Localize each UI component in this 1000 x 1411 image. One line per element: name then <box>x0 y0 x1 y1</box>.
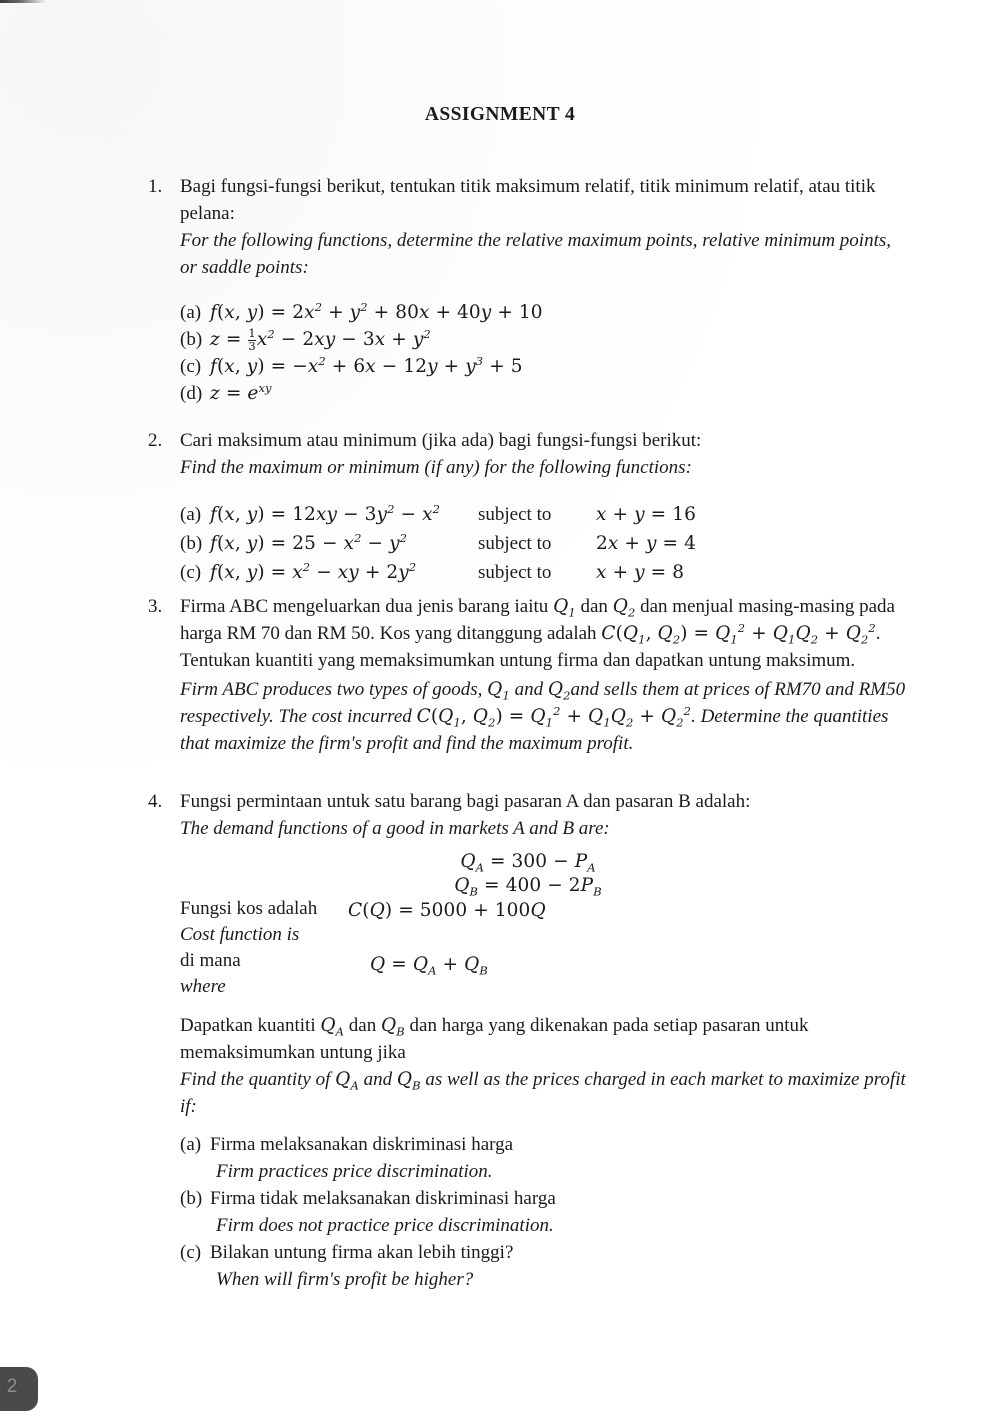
question-1-item-b <box>180 326 908 353</box>
find-ms-run-3: dan harga yang dikenakan pada setiap pasaran untuk memaksimumkan untung jika <box>180 1015 809 1063</box>
equation-1a: f(x, $y) = 2x^2 + y^2 + 80x + 40y + 10$ <box>210 299 543 323</box>
find-text-ms <box>180 1012 908 1066</box>
find-text-en <box>180 1066 908 1120</box>
question-4-item-a <box>180 1131 908 1185</box>
question-1-number: 1. <box>148 176 163 197</box>
where-label-ms: di mana <box>180 950 241 971</box>
equation-1b: z = $\frac{1}{3}$ $x^2 - 2xy - 3x + y^2$ <box>210 326 431 354</box>
equation-1c: f(x, $y) = -x^2 + 6x - 12y + y^3 + 5$ <box>210 353 523 378</box>
question-1-item-a <box>180 299 908 326</box>
question-1-prompt-en: For the following functions, determine the relative maximum points, relative minimum points, or saddle points: <box>180 230 891 278</box>
question-4-prompt-ms: Fungsi permintaan untuk satu barang bagi pasaran A dan pasaran B adalah: <box>180 791 751 812</box>
item-c-en-row <box>180 1266 908 1293</box>
item-c-text-en: When will firm's profit be higher? <box>216 1269 474 1290</box>
item-label: (a) <box>180 302 202 323</box>
cost-label-en: Cost function is <box>180 924 300 945</box>
question-1-item-c <box>180 353 908 380</box>
question-4-item-c <box>180 1239 908 1293</box>
q3-run-3: dan menjual masing-masing pada harga RM 70 dan RM 50. Kos yang ditanggung adalah <box>180 596 895 644</box>
question-4-number: 4. <box>148 791 163 812</box>
find-en-run-2: and <box>358 1069 397 1090</box>
q3-symbol-q1: $Q_1$ <box>553 596 576 620</box>
subject-to-label-a: subject to <box>478 504 552 525</box>
find-ms-run-1: Dapatkan kuantiti <box>180 1015 321 1036</box>
page-title: ASSIGNMENT 4 <box>424 104 576 125</box>
question-1-item-d <box>180 380 908 407</box>
equation-2a: f(x, $y) = 12xy - 3y^2 - x^2$ <box>210 501 441 525</box>
find-en-symbol-qb: $Q_B$ <box>396 1069 421 1093</box>
cost-function-labels <box>180 896 350 1000</box>
q3-en-symbol-q2: $Q_2$ <box>547 679 571 703</box>
item-a-text-en: Firm practices price discrimination. <box>216 1161 493 1182</box>
q3-run-2: dan <box>575 596 613 617</box>
find-en-symbol-qa: $Q_A$ <box>335 1069 359 1093</box>
q3-en-run-2: and <box>509 679 548 700</box>
constraint-2b: 2x + y = 4 <box>596 533 696 554</box>
item-label: (c) <box>180 562 202 583</box>
question-1-prompt-ms: Bagi fungsi-fungsi berikut, tentukan titik maksimum relatif, titik minimum relatif, atau titik pelana: <box>180 176 876 224</box>
where-label-en: where <box>180 976 226 997</box>
item-label: (c) <box>180 1242 202 1263</box>
page-number-badge[interactable]: 2 <box>0 1367 38 1411</box>
item-label: (b) <box>180 533 203 554</box>
item-a-text-ms: Firma melaksanakan diskriminasi harga <box>210 1134 514 1155</box>
question-2-number: 2. <box>148 430 163 451</box>
question-4-items <box>148 1131 908 1293</box>
question-4-item-b <box>180 1185 908 1239</box>
question-3-prompt-en <box>180 676 908 757</box>
q3-en-run-1: Firm ABC produces two types of goods, <box>180 679 488 700</box>
q3-run-4: . Tentukan kuantiti yang memaksimumkan untung firma dan dapatkan untung maksimum. <box>180 623 881 671</box>
question-3 <box>148 593 908 757</box>
item-b-text-ms: Firma tidak melaksanakan diskriminasi harga <box>210 1188 556 1209</box>
find-ms-run-2: dan <box>344 1015 381 1036</box>
find-ms-symbol-qa: $Q_A$ <box>320 1015 345 1039</box>
subject-to-label-c: subject to <box>478 562 552 583</box>
q3-cost-function-ms: $C(Q_1$, $Q_2) = Q_1^2 + Q_1Q_2 + Q_2^2$ <box>601 620 876 647</box>
question-3-number: 3. <box>148 596 163 617</box>
equation-2b: f(x, $y) = 25 - x^2 - y^2$ <box>210 530 408 554</box>
question-2-prompt-en: Find the maximum or minimum (if any) for the following functions: <box>180 457 692 478</box>
constraint-2c: x + y = 8 <box>596 562 685 583</box>
cost-label-ms: Fungsi kos adalah <box>180 898 318 919</box>
question-2 <box>148 427 908 587</box>
item-label: (c) <box>180 356 202 378</box>
total-quantity-equation: $Q = Q_A + Q_B$ <box>370 954 488 978</box>
item-b-ms-row <box>180 1185 908 1212</box>
item-c-text-ms: Bilakan untung firma akan lebih tinggi? <box>210 1242 514 1263</box>
item-label: (d) <box>180 383 203 405</box>
question-1-items <box>180 299 908 407</box>
question-3-prompt-ms <box>180 593 908 674</box>
item-c-ms-row <box>180 1239 908 1266</box>
demand-equations <box>148 850 908 898</box>
question-2-item-c <box>180 558 908 587</box>
subject-to-label-b: subject to <box>478 533 552 554</box>
item-b-en-row <box>180 1212 908 1239</box>
question-2-item-a <box>180 500 908 529</box>
question-4 <box>148 788 908 898</box>
q3-cost-function-en: $C(Q_1$, $Q_2) = Q_1^2 + Q_1Q_2 + Q_2^2$ <box>416 703 692 730</box>
item-label: (a) <box>180 1134 202 1155</box>
demand-equation-b: $Q_B = 400 - 2P_B$ <box>454 875 602 899</box>
cost-equation: C(Q) = 5000 + 100Q <box>348 900 546 921</box>
question-4-prompt-en: The demand functions of a good in markets A and B are: <box>180 818 610 839</box>
top-edge-strip <box>0 0 46 3</box>
item-label: (a) <box>180 504 202 525</box>
item-b-text-en: Firm does not practice price discrimination. <box>216 1215 554 1236</box>
question-4-find-paragraph <box>148 1012 908 1120</box>
find-en-run-1: Find the quantity of <box>180 1069 336 1090</box>
equation-2c: f(x, $y) = x^2$ − xy + $2y^2$ <box>210 559 417 583</box>
question-2-items <box>180 500 908 587</box>
item-a-ms-row <box>180 1131 908 1158</box>
q3-en-run-4: . Determine the quantities that maximize the firm's profit and find the maximum profit. <box>180 706 889 754</box>
item-label: (b) <box>180 329 203 350</box>
find-en-run-3: as well as the prices charged in each market to maximize profit if: <box>180 1069 906 1117</box>
question-2-prompt-ms: Cari maksimum atau minimum (jika ada) bagi fungsi-fungsi berikut: <box>180 430 702 451</box>
q3-en-run-3: and sells them at prices of RM70 and RM50 respectively. The cost incurred <box>180 679 906 727</box>
q3-symbol-q2: $Q_2$ <box>612 596 636 620</box>
equation-1d: $z = e^{xy}$ <box>210 380 272 405</box>
question-1 <box>148 173 908 407</box>
question-2-item-b <box>180 529 908 558</box>
q3-en-symbol-q1: $Q_1$ <box>487 679 510 703</box>
item-label: (b) <box>180 1188 203 1209</box>
constraint-2a: x + y = 16 <box>596 504 696 525</box>
demand-equation-a: $Q_A = 300 - P_A$ <box>460 851 596 875</box>
item-a-en-row <box>180 1158 908 1185</box>
find-ms-symbol-qb: $Q_B$ <box>380 1015 405 1039</box>
q3-run-1: Firma ABC mengeluarkan dua jenis barang iaitu <box>180 596 554 617</box>
